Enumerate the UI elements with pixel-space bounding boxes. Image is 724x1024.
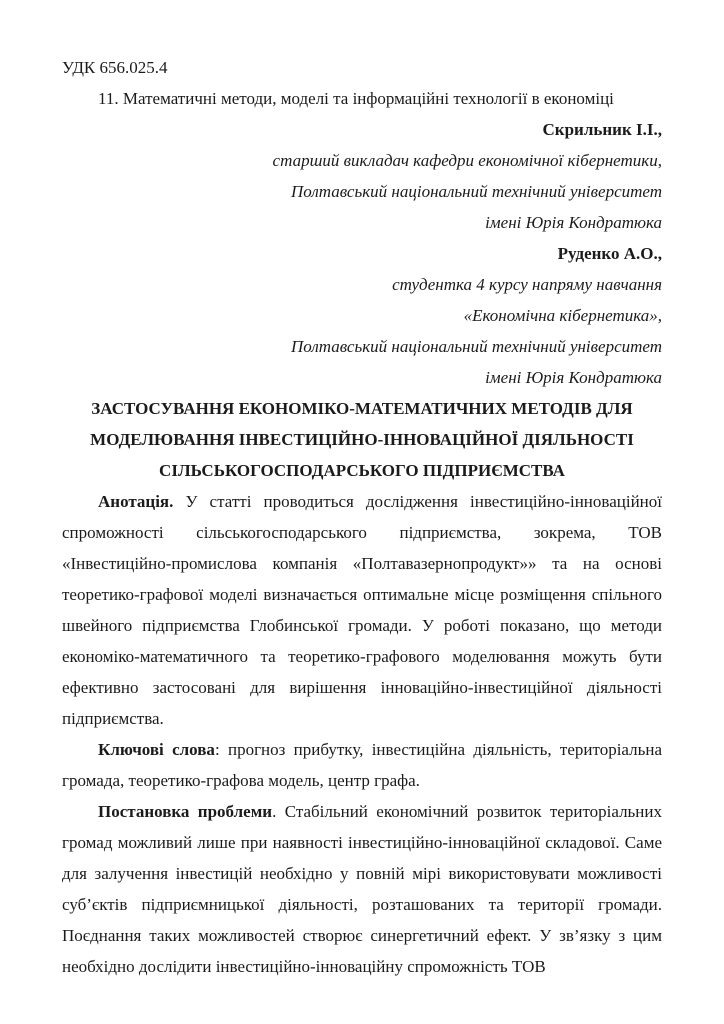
- article-title-line-1: ЗАСТОСУВАННЯ ЕКОНОМІКО-МАТЕМАТИЧНИХ МЕТОДІВ ДЛЯ: [91, 399, 633, 418]
- problem-statement-text: . Стабільний економічний розвиток територіальних громад можливий лише при наявності інвестиційно-інноваційної складової. Саме для залучення інвестицій необхідно у повній мірі використовувати можливості суб’єктів підприємницької діяльності, розташованих та території громади. Поєднання таких можливостей створює синергетичний ефект. У зв’язку з цим необхідно дослідити інвестиційно-інноваційну спроможність ТОВ: [62, 802, 662, 976]
- abstract-text: У статті проводиться дослідження інвестиційно-інноваційної спроможності сільськогосподарського підприємства, зокрема, ТОВ «Інвестиційно-промислова компанія «Полтавазернопродукт»» та на основі теоретико-графової моделі визначається оптимальне місце розміщення спільного швейного підприємства Глобинської громади. У роботі показано, що методи економіко-математичного та теоретико-графового моделювання можуть бути ефективно застосовані для вирішення інноваційно-інвестиційної діяльності підприємства.: [62, 492, 662, 728]
- author-1-name: Скрильник І.І.,: [542, 120, 662, 139]
- author-2-name: Руденко А.О.,: [557, 244, 662, 263]
- keywords-label: Ключові слова: [98, 740, 215, 759]
- section-heading-line: 11. Математичні методи, моделі та інформаційні технології в економіці: [98, 89, 614, 108]
- article-title-line-3: СІЛЬСЬКОГОСПОДАРСЬКОГО ПІДПРИЄМСТВА: [159, 461, 565, 480]
- abstract-paragraph: [62, 486, 662, 734]
- author-1-affiliation: Полтавський національний технічний університет: [291, 182, 662, 201]
- abstract-label: Анотація.: [98, 492, 174, 511]
- udc-code: УДК 656.025.4: [62, 58, 168, 77]
- author-1-position: старший викладач кафедри економічної кібернетики,: [272, 151, 662, 170]
- author-1-affiliation-continued: імені Юрія Кондратюка: [485, 213, 662, 232]
- problem-statement-label: Постановка проблеми: [98, 802, 273, 821]
- article-title-line-2: МОДЕЛЮВАННЯ ІНВЕСТИЦІЙНО-ІННОВАЦІЙНОЇ ДІЯЛЬНОСТІ: [90, 430, 634, 449]
- author-block: [62, 114, 662, 393]
- article-title: [62, 393, 662, 486]
- problem-statement-paragraph: [62, 796, 662, 982]
- keywords-paragraph: [62, 734, 662, 796]
- keywords-text: : прогноз прибутку, інвестиційна діяльність, територіальна громада, теоретико-графова модель, центр графа.: [62, 740, 662, 790]
- author-2-affiliation-continued: імені Юрія Кондратюка: [485, 368, 662, 387]
- author-2-position: студентка 4 курсу напряму навчання: [392, 275, 662, 294]
- author-2-specialty: «Економічна кібернетика»,: [463, 306, 662, 325]
- author-2-affiliation: Полтавський національний технічний університет: [291, 337, 662, 356]
